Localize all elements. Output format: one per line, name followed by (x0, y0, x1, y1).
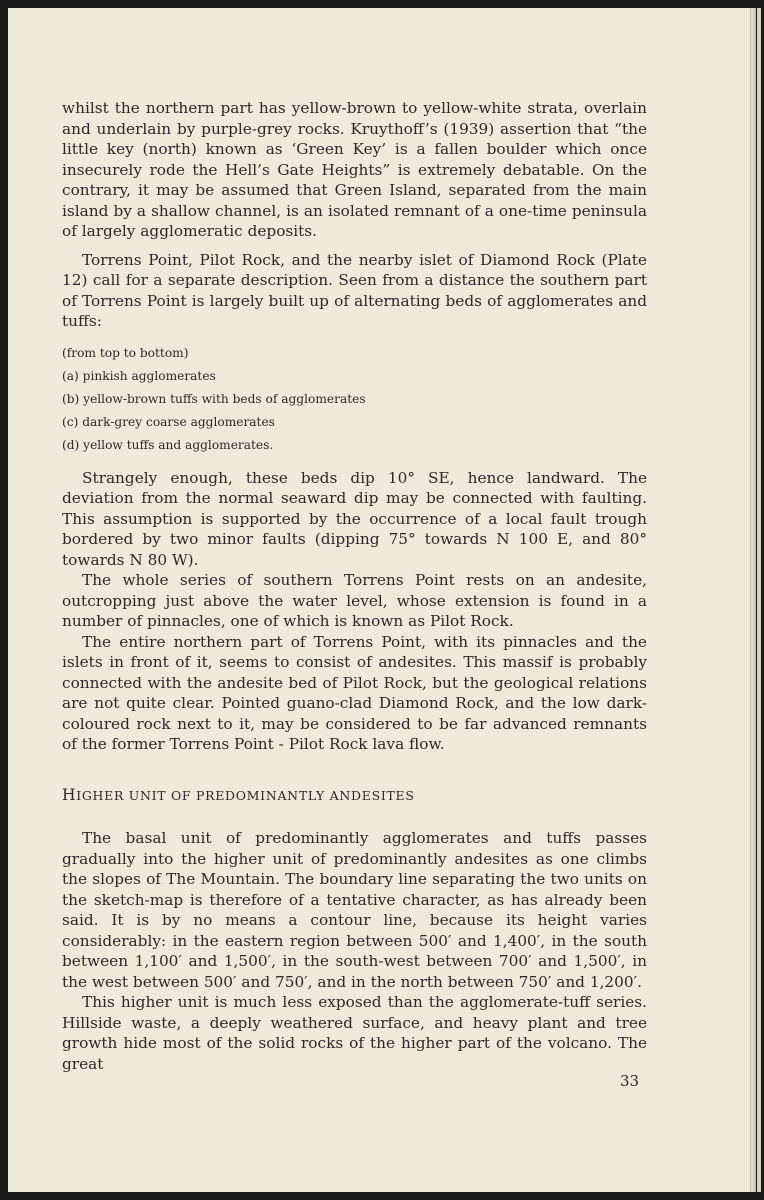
page-body (62, 98, 647, 1074)
strata-list (62, 344, 647, 454)
paragraph: The whole series of southern Torrens Point rests on an andesite, outcropping just above the water level, whose extension is found in a number of pinnacles, one of which is known as Pilot Rock. (62, 571, 647, 630)
section-heading: HIGHER UNIT OF PREDOMINANTLY ANDESITES (62, 785, 415, 804)
book-page (8, 8, 750, 1192)
page-number: 33 (620, 1072, 640, 1090)
paragraph: The basal unit of predominantly agglomerates and tuffs passes gradually into the higher unit of predominantly andesites as one climbs the slopes of The Mountain. The boundary line separating the two units on the sketch-map is therefore of a tentative character, as has already been said. It is by no means a contour line, because its height varies considerably: in the eastern region between 500′ and 1,400′, in the south between 1,100′ and 1,500′, in the south-west between 700′ and 1,500′, in the west between 500′ and 750′, and in the north between 750′ and 1,200′. (62, 829, 647, 991)
paragraph: This higher unit is much less exposed than the agglomerate-tuff series. Hillside waste, a deeply weathered surface, and heavy plant and tree growth hide most of the solid rocks of the higher part of the volcano. The great (62, 993, 647, 1073)
list-item: (a) pinkish agglomerates (62, 368, 216, 383)
paragraph: The entire northern part of Torrens Point, with its pinnacles and the islets in front of it, seems to consist of andesites. This massif is probably connected with the andesite bed of Pilot Rock, but the geological relations are not quite clear. Pointed guano-clad Diamond Rock, and the low dark-coloured rock next to it, may be considered to be far advanced remnants of the former Torrens Point - Pilot Rock lava flow. (62, 632, 647, 753)
list-item: (d) yellow tuffs and agglomerates. (62, 437, 274, 452)
list-intro: (from top to bottom) (62, 345, 189, 360)
page-edge (757, 8, 761, 1192)
list-item: (b) yellow-brown tuffs with beds of agglomerates (62, 391, 366, 406)
paragraph: whilst the northern part has yellow-brown to yellow-white strata, overlain and underlain by purple-grey rocks. Kruythoff’s (1939) assertion that “the little key (north) known as ‘Green Key’ is a fallen boulder which once insecurely rode the Hell’s Gate Heights” is extremely debatable. On the contrary, it may be assumed that Green Island, separated from the main island by a shallow channel, is an isolated remnant of a one-time peninsula of largely agglomeratic deposits. (62, 99, 647, 240)
page-edge (750, 8, 756, 1192)
paragraph: Torrens Point, Pilot Rock, and the nearby islet of Diamond Rock (Plate 12) call for a separate description. Seen from a distance the southern part of Torrens Point is largely built up of alternating beds of agglomerates and tuffs: (62, 250, 647, 330)
list-item: (c) dark-grey coarse agglomerates (62, 414, 275, 429)
paragraph: Strangely enough, these beds dip 10° SE, hence landward. The deviation from the normal seaward dip may be connected with faulting. This assumption is supported by the occurrence of a local fault trough bordered by two minor faults (dipping 75° towards N 100 E, and 80° towards N 80 W). (62, 468, 647, 569)
